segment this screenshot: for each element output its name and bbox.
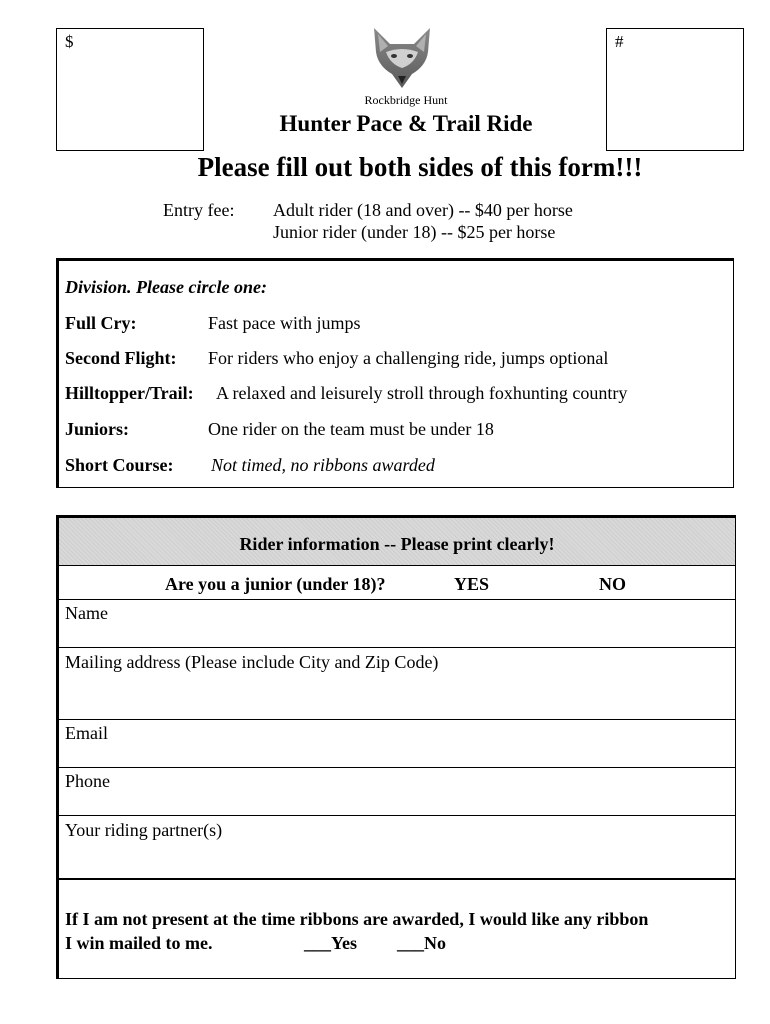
divider — [59, 719, 735, 720]
amount-box[interactable] — [56, 28, 204, 151]
rider-info-header — [59, 518, 735, 566]
division-desc: For riders who enjoy a challenging ride, jumps optional — [208, 348, 609, 368]
division-desc: A relaxed and leisurely stroll through foxhunting country — [216, 383, 628, 403]
number-label: # — [615, 32, 624, 51]
division-desc: Not timed, no ribbons awarded — [211, 455, 435, 475]
division-label: Juniors: — [65, 419, 130, 439]
divider — [59, 599, 735, 600]
rider-info-title: Rider information -- Please print clearly! — [239, 534, 555, 554]
divider — [59, 647, 735, 648]
fill-both-sides-instruction: Please fill out both sides of this form!!! — [197, 152, 643, 182]
ribbon-mail-request: If I am not present at the time ribbons are awarded, I would like any ribbon — [65, 909, 649, 929]
email-field[interactable]: Email — [65, 723, 108, 743]
ribbon-yes-option[interactable]: ___Yes — [304, 933, 357, 953]
organization-name: Rockbridge Hunt — [364, 93, 448, 107]
dollar-label: $ — [65, 32, 74, 51]
division-label: Short Course: — [65, 455, 174, 475]
junior-fee: Junior rider (under 18) -- $25 per horse — [273, 222, 556, 242]
junior-question: Are you a junior (under 18)? — [165, 574, 386, 594]
entry-fee-label: Entry fee: — [163, 200, 235, 220]
number-box[interactable] — [606, 28, 744, 151]
divider — [59, 767, 735, 768]
form-title: Hunter Pace & Trail Ride — [279, 111, 533, 136]
division-desc: Fast pace with jumps — [208, 313, 361, 333]
ribbon-mail-request-cont: I win mailed to me. — [65, 933, 213, 953]
division-desc: One rider on the team must be under 18 — [208, 419, 494, 439]
fox-logo-icon — [368, 26, 436, 90]
name-field[interactable]: Name — [65, 603, 108, 623]
junior-no-option[interactable]: NO — [599, 574, 626, 594]
riding-partners-field[interactable]: Your riding partner(s) — [65, 820, 223, 840]
phone-field[interactable]: Phone — [65, 771, 110, 791]
division-box — [56, 258, 734, 488]
junior-yes-option[interactable]: YES — [454, 574, 490, 594]
rider-info-table — [56, 515, 736, 979]
division-label: Hilltopper/Trail: — [65, 383, 194, 403]
divider — [59, 878, 735, 880]
division-label: Full Cry: — [65, 313, 137, 333]
division-label: Second Flight: — [65, 348, 177, 368]
mailing-address-field[interactable]: Mailing address (Please include City and Zip Code) — [65, 652, 439, 672]
divider — [59, 815, 735, 816]
ribbon-no-option[interactable]: ___No — [397, 933, 446, 953]
adult-fee: Adult rider (18 and over) -- $40 per horse — [273, 200, 573, 220]
division-heading: Division. Please circle one: — [65, 277, 267, 297]
